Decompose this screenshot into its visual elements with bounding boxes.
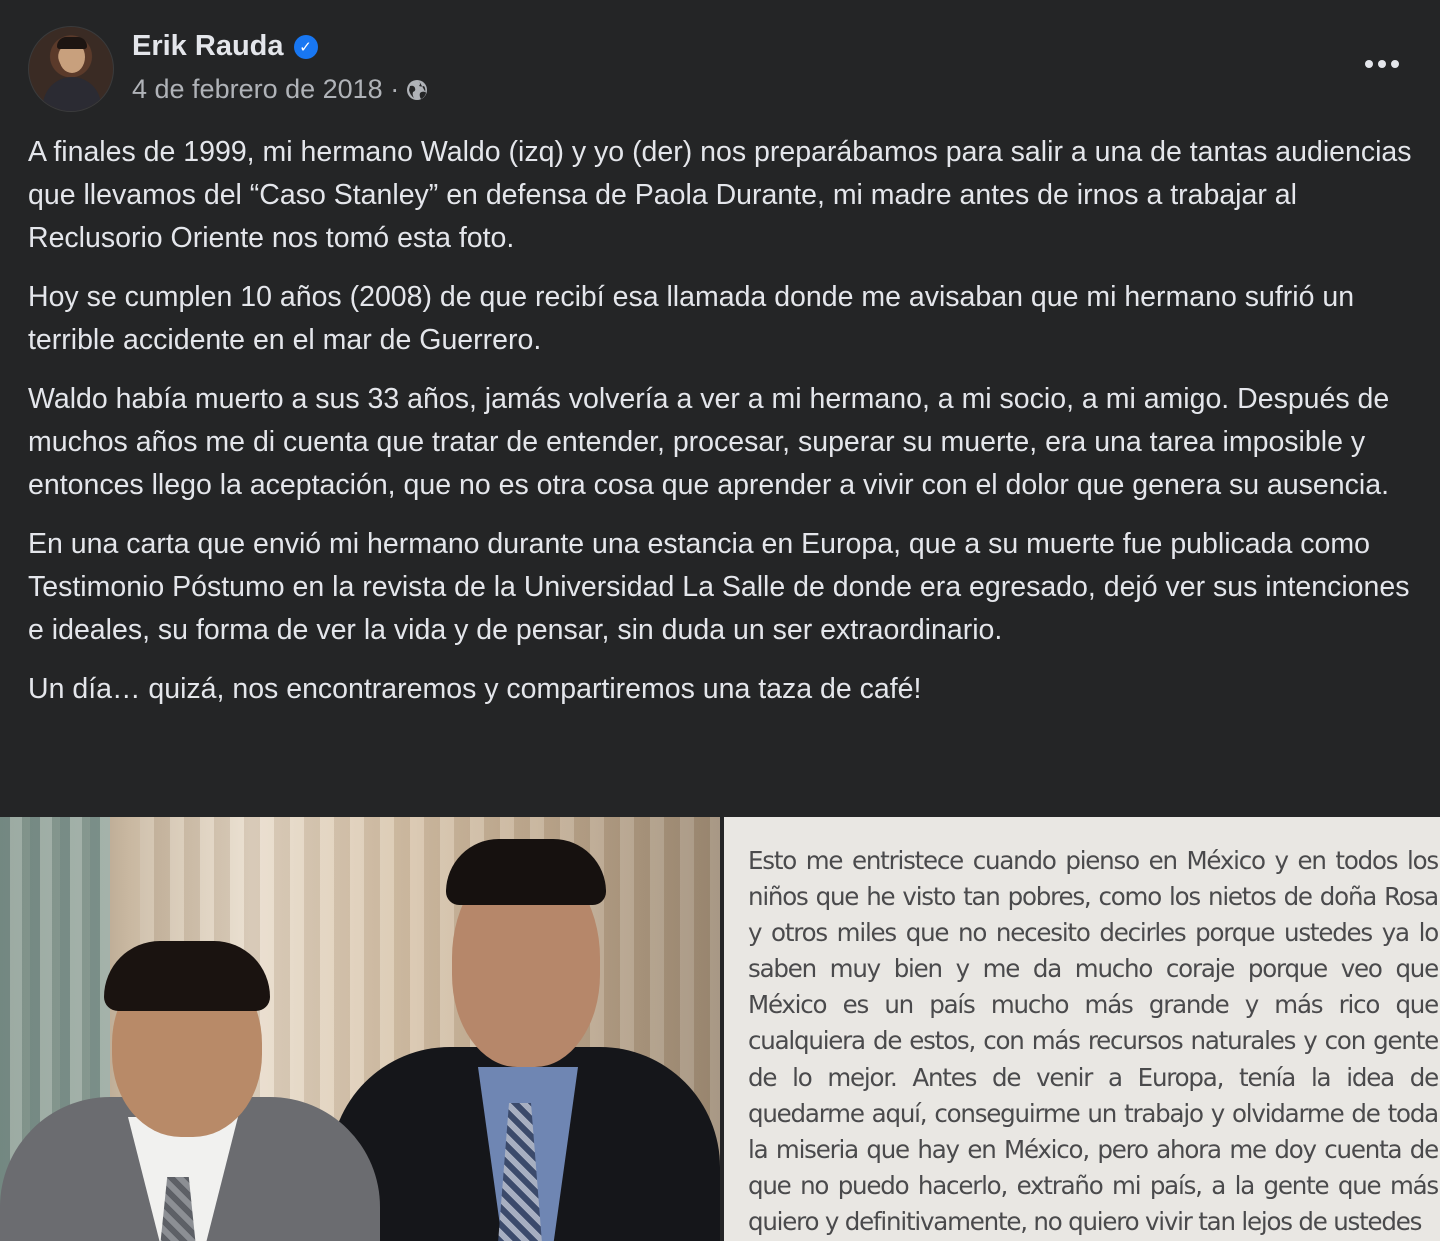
post-body xyxy=(28,131,1418,727)
post-paragraph: Un día… quizá, nos encontraremos y compartiremos una taza de café! xyxy=(28,673,922,705)
avatar-shirt xyxy=(43,77,101,112)
hair xyxy=(104,941,270,1011)
post-paragraph: Waldo había muerto a sus 33 años, jamás volvería a ver a mi hermano, a mi socio, a mi amigo. Después de muchos años me di cuenta que tratar de entender, procesar, superar su muerte, era una tarea imposible y entonces llego la aceptación, que no es otra cosa que aprender a vivir con el dolor que genera su ausencia. xyxy=(28,383,1390,501)
post-date[interactable]: 4 de febrero de 2018 · xyxy=(132,74,400,104)
post-header xyxy=(28,24,1412,114)
avatar-hair xyxy=(57,37,87,49)
more-options-icon xyxy=(1391,60,1399,68)
post-paragraph: Hoy se cumplen 10 años (2008) de que recibí esa llamada donde me avisaban que mi hermano sufrió un terrible accidente en el mar de Guerrero. xyxy=(28,281,1355,356)
more-options-button[interactable] xyxy=(1352,42,1412,86)
brothers-photo[interactable] xyxy=(0,817,720,1241)
letter-text: Esto me entristece cuando pienso en México y en todos los niños que he visto tan pobres, como los nietos de doña Rosa y otros miles que no necesito decirles porque ustedes ya lo saben muy bien y me da mucho coraje porque veo que México es un país mucho más grande y más rico que cualquiera de estos, con más recursos naturales y con gente de lo mejor. Antes de venir a Europa, tenía la idea de quedarme aquí, conseguirme un trabajo y olvidarme de toda la miseria que hay en México, pero ahora me doy cuenta de que no puedo hacerlo, extraño mi país, a la gente que más quiero y definitivamente, no quiero vivir tan lejos de ustedes xyxy=(748,846,1438,1236)
hair xyxy=(446,839,606,905)
more-options-icon xyxy=(1365,60,1373,68)
post-paragraph: A finales de 1999, mi hermano Waldo (izq) y yo (der) nos preparábamos para salir a una de tantas audiencias que llevamos del “Caso Stanley” en defensa de Paola Durante, mi madre antes de irnos a trabajar al Reclusorio Oriente nos tomó esta foto. xyxy=(28,136,1412,254)
avatar[interactable] xyxy=(28,26,114,112)
more-options-icon xyxy=(1378,60,1386,68)
verified-badge-icon: ✓ xyxy=(294,35,318,59)
letter-scan[interactable] xyxy=(724,817,1440,1241)
author-name[interactable]: Erik Rauda xyxy=(132,30,284,62)
post-meta xyxy=(132,74,429,105)
post-media xyxy=(0,813,1440,1241)
post-paragraph: En una carta que envió mi hermano durante una estancia en Europa, que a su muerte fue publicada como Testimonio Póstumo en la revista de la Universidad La Salle de donde era egresado, dejó ver sus intenciones e ideales, su forma de ver la vida y de pensar, sin duda un ser extraordinario. xyxy=(28,528,1410,646)
author-row xyxy=(132,30,318,63)
globe-icon xyxy=(405,78,429,102)
